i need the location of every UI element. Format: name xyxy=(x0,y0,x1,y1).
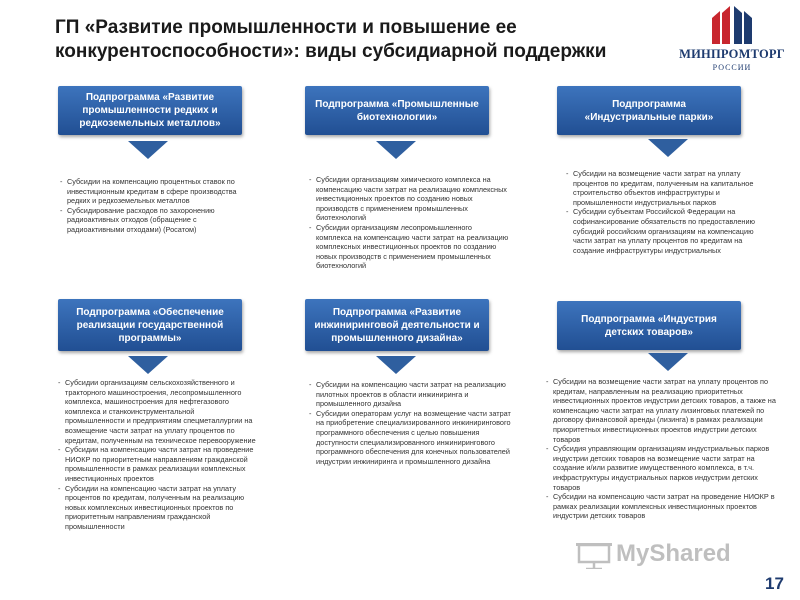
program-items-rare-metals xyxy=(60,177,250,235)
logo-emblem-icon xyxy=(710,4,754,46)
page-number: 17 xyxy=(765,574,784,593)
program-items-state-program xyxy=(58,378,256,532)
program-header-engineering: Подпрограмма «Развитие инжиниринговой деятельности и промышленного дизайна» xyxy=(305,299,489,351)
list-item: - Субсидии на возмещение части затрат на уплату процентов по кредитам, полученным на капитальное строительство объектов инфраструктуры и промышленности индустриальных парков xyxy=(566,169,772,207)
list-item: - Субсидии организациям лесопромышленного комплекса на компенсацию части затрат на реализацию комплексных инвестиционных проектов по созданию новых производств с применением промышленных биотехнологий xyxy=(309,223,509,271)
list-item: - Субсидии на возмещение части затрат на уплату процентов по кредитам, направленным на реализацию приоритетных инвестиционных проектов индустрии детских товаров, а также на компенсацию части затрат на уплату лизинговых платежей по договору финансовой аренды (лизинга) в рамках реализации приоритетных инвестиционных проектов индустрии детских товаров xyxy=(546,377,780,444)
program-header-rare-metals: Подпрограмма «Развитие промышленности редких и редкоземельных металлов» xyxy=(58,86,242,135)
watermark-text: MyShared xyxy=(616,540,731,567)
list-item: - Субсидии на компенсацию части затрат на проведение НИОКР по приоритетным направлениям гражданской промышленности в рамках реализации комплексных инвестиционных проектов xyxy=(58,445,256,483)
presentation-icon xyxy=(576,543,612,569)
list-item: - Субсидии на компенсацию части затрат на уплату процентов по кредитам, полученным на реализацию новых комплексных инвестиционных проектов по приоритетным направлениям гражданской промышленности xyxy=(58,484,256,532)
list-item: - Субсидии организациям химического комплекса на компенсацию части затрат на реализацию комплексных инвестиционных проектов по созданию новых производств с применением промышленных биотехнологий xyxy=(309,175,509,223)
program-items-industrial-parks xyxy=(566,169,772,255)
list-item: - Субсидии субъектам Российской Федерации на софинансирование обязательств по предоставлению субсидий российским организациям на компенсацию части затрат на уплату процентов по кредитам на создание инфраструктуры индустриальных xyxy=(566,207,772,255)
list-item: - Субсидии на компенсацию части затрат на проведение НИОКР в рамках реализации комплексных инвестиционных проектов индустрии детских товаров xyxy=(546,492,780,521)
arrow-down-icon xyxy=(648,353,688,371)
arrow-down-icon xyxy=(648,139,688,157)
watermark xyxy=(570,538,770,574)
logo-name: МИНПРОМТОРГ xyxy=(679,47,785,61)
list-item: - Субсидии организациям сельскохозяйственного и тракторного машиностроения, лесопромышленного комплекса, машиностроения для нефтегазового комплекса и станкоинструментальной промышленности и предприятиям спецметаллургии на возмещение части затрат на уплату процентов по кредитам, полученным на техническое перевооружение xyxy=(58,378,256,445)
list-item: - Субсидирование расходов по захоронению радиоактивных отходов (обращение с радиоактивными отходами) (Росатом) xyxy=(60,206,250,235)
arrow-down-icon xyxy=(376,141,416,159)
list-item: - Субсидии операторам услуг на возмещение части затрат на приобретение специализированного инжинирингового программного обеспечения с целью повышения доступности специализированного инжинирингового программного обеспечения для конечных пользователей индустрии инжиниринга и промышленного дизайна xyxy=(309,409,513,467)
logo-country: РОССИИ xyxy=(712,63,752,72)
program-header-biotech: Подпрограмма «Промышленные биотехнологии» xyxy=(305,86,489,135)
list-item: - Субсидия управляющим организациям индустриальных парков индустрии детских товаров на возмещение части затрат на создание и/или развитие имущественного комплекса, в т.ч. инфраструктуры индустриальных парков индустрии детских товаров xyxy=(546,444,780,492)
program-header-state-program: Подпрограмма «Обеспечение реализации государственной программы» xyxy=(58,299,242,351)
slide-title: ГП «Развитие промышленности и повышение ее конкурентоспособности»: виды субсидиарной поддержки xyxy=(55,17,607,62)
arrow-down-icon xyxy=(376,356,416,374)
program-items-biotech xyxy=(309,175,509,271)
arrow-down-icon xyxy=(128,356,168,374)
program-header-children-goods: Подпрограмма «Индустрия детских товаров» xyxy=(557,301,741,350)
minpromtorg-logo xyxy=(676,2,788,74)
program-items-children-goods xyxy=(546,377,780,521)
list-item: - Субсидии на компенсацию части затрат на реализацию пилотных проектов в области инжиниринга и промышленного дизайна xyxy=(309,380,513,409)
list-item: - Субсидии на компенсацию процентных ставок по инвестиционным кредитам в сфере производства редких и редкоземельных металлов xyxy=(60,177,250,206)
program-items-engineering xyxy=(309,380,513,466)
program-header-industrial-parks: Подпрограмма «Индустриальные парки» xyxy=(557,86,741,135)
arrow-down-icon xyxy=(128,141,168,159)
